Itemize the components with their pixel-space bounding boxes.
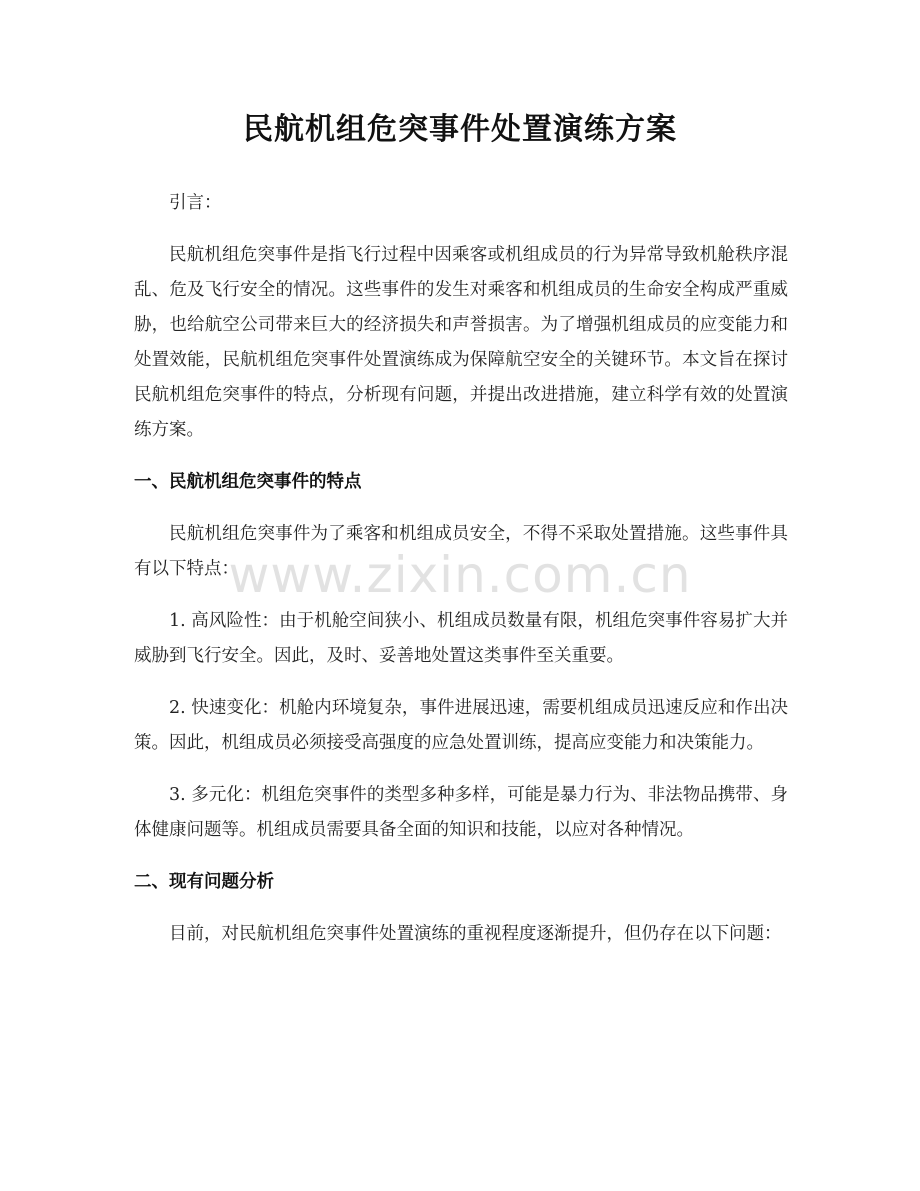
intro-label: 引言：	[169, 193, 222, 213]
document-title: 民航机组危突事件处置演练方案	[243, 112, 677, 147]
intro-paragraph: 民航机组危突事件是指飞行过程中因乘客或机组成员的行为异常导致机舱秩序混乱、危及飞行安全的情况。这些事件的发生对乘客和机组成员的生命安全构成严重威胁，也给航空公司带来巨大的经济损失和声誉损害。为了增强机组成员的应变能力和处置效能，民航机组危突事件处置演练成为保障航空安全的关键环节。本文旨在探讨民航机组危突事件的特点，分析现有问题，并提出改进措施，建立科学有效的处置演练方案。	[134, 245, 788, 440]
section-1-intro: 民航机组危突事件为了乘客和机组成员安全，不得不采取处置措施。这些事件具有以下特点：	[134, 524, 788, 579]
document-body	[134, 186, 788, 969]
section-heading-2: 二、现有问题分析	[134, 872, 274, 892]
feature-item-1: 1. 高风险性：由于机舱空间狭小、机组成员数量有限，机组危突事件容易扩大并威胁到飞行安全。因此，及时、妥善地处置这类事件至关重要。	[134, 611, 788, 666]
section-2-intro: 目前，对民航机组危突事件处置演练的重视程度逐渐提升，但仍存在以下问题：	[169, 924, 782, 944]
watermark-text: www.zixin.com.cn	[228, 546, 692, 604]
feature-item-2: 2. 快速变化：机舱内环境复杂，事件进展迅速，需要机组成员迅速反应和作出决策。因此，机组成员必须接受高强度的应急处置训练，提高应变能力和决策能力。	[134, 698, 788, 753]
feature-item-3: 3. 多元化：机组危突事件的类型多种多样，可能是暴力行为、非法物品携带、身体健康问题等。机组成员需要具备全面的知识和技能，以应对各种情况。	[134, 785, 788, 840]
section-heading-1: 一、民航机组危突事件的特点	[134, 472, 362, 492]
